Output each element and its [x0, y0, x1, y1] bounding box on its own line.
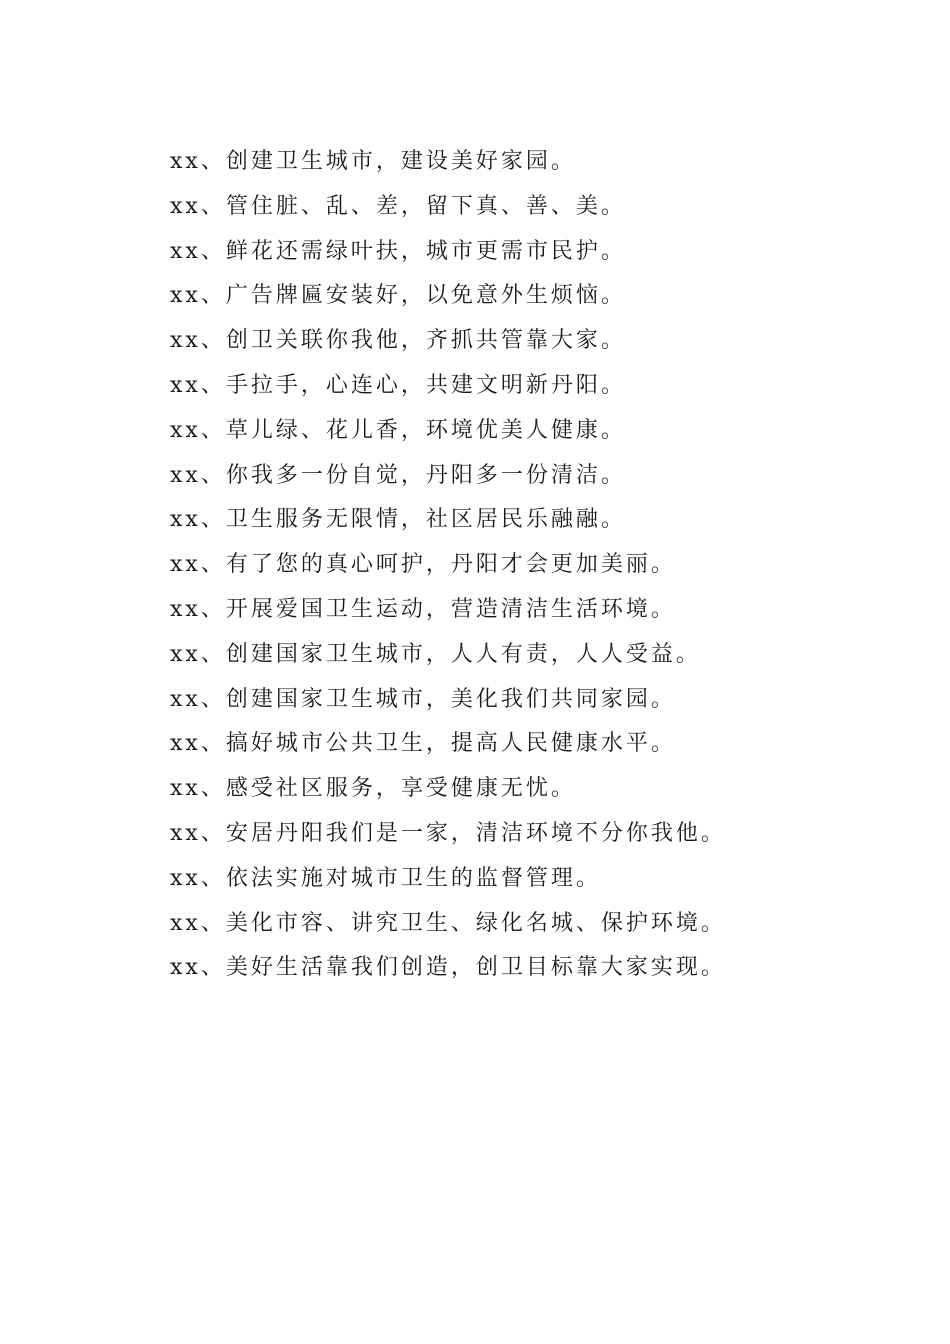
- slogan-line: xx、感受社区服务，享受健康无忧。: [170, 776, 576, 802]
- slogan-line: xx、美好生活靠我们创造，创卫目标靠大家实现。: [170, 955, 726, 981]
- slogan-line: xx、广告牌匾安装好，以免意外生烦恼。: [170, 283, 626, 309]
- slogan-line: xx、你我多一份自觉，丹阳多一份清洁。: [170, 462, 626, 488]
- slogan-line: xx、卫生服务无限情，社区居民乐融融。: [170, 507, 626, 533]
- slogan-line: xx、鲜花还需绿叶扶，城市更需市民护。: [170, 238, 626, 264]
- slogan-line: xx、依法实施对城市卫生的监督管理。: [170, 865, 601, 891]
- slogan-line: xx、管住脏、乱、差，留下真、善、美。: [170, 193, 626, 219]
- slogan-line: xx、手拉手，心连心，共建文明新丹阳。: [170, 372, 626, 398]
- slogan-line: xx、创建卫生城市，建设美好家园。: [170, 149, 576, 174]
- slogan-line: xx、创建国家卫生城市，人人有责，人人受益。: [170, 641, 701, 667]
- slogan-line: xx、创建国家卫生城市，美化我们共同家园。: [170, 686, 676, 712]
- slogan-line: xx、搞好城市公共卫生，提高人民健康水平。: [170, 731, 676, 757]
- slogan-line: xx、美化市容、讲究卫生、绿化名城、保护环境。: [170, 910, 726, 936]
- slogan-line: xx、草儿绿、花儿香，环境优美人健康。: [170, 417, 626, 443]
- slogan-line: xx、开展爱国卫生运动，营造清洁生活环境。: [170, 596, 676, 622]
- slogan-line: xx、有了您的真心呵护，丹阳才会更加美丽。: [170, 552, 676, 578]
- slogan-line: xx、创卫关联你我他，齐抓共管靠大家。: [170, 328, 626, 354]
- slogan-list: [170, 140, 726, 991]
- slogan-line: xx、安居丹阳我们是一家，清洁环境不分你我他。: [170, 820, 726, 846]
